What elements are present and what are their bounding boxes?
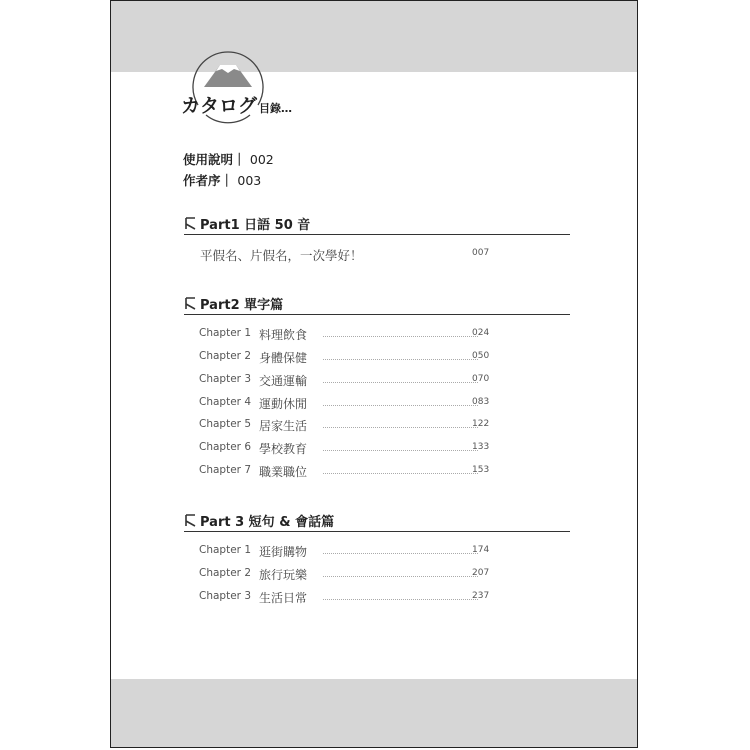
- toc-row-page: 083: [472, 397, 490, 407]
- leader-dots: [323, 576, 478, 577]
- toc-row-page: 237: [472, 591, 490, 601]
- toc-row-title: 旅行玩樂: [259, 568, 308, 582]
- toc-row-chapter: Chapter 4: [199, 396, 251, 408]
- bottom-gray-band: [111, 679, 637, 748]
- toc-row-chapter: Chapter 1: [199, 327, 251, 339]
- leader-dots: [323, 359, 478, 360]
- intro-page-number: 003: [237, 173, 262, 188]
- toc-row-title: 生活日常: [259, 591, 308, 605]
- toc-row: [199, 247, 490, 263]
- leader-dots: [323, 599, 478, 600]
- part-label: Part1 日語 50 音: [200, 218, 311, 233]
- toc-row-title: 平假名、片假名，一次學好！: [200, 248, 363, 263]
- toc-row-chapter: Chapter 6: [199, 441, 251, 453]
- leader-dots: [323, 450, 478, 451]
- part-heading: [184, 214, 570, 235]
- toc-row-title: 料理飲食: [259, 328, 308, 342]
- toc-row-title: 交通運輸: [259, 374, 308, 388]
- leader-dots: [323, 336, 478, 337]
- toc-row-page: 122: [472, 419, 490, 429]
- toc-row-chapter: Chapter 3: [199, 373, 251, 385]
- toc-row: [199, 567, 490, 583]
- book-page: [110, 0, 638, 748]
- toc-subtitle: 目錄…: [259, 102, 293, 115]
- part-marker-icon: [184, 297, 197, 310]
- part-label: Part 3 短句 & 會話篇: [200, 515, 335, 530]
- leader-dots: [323, 427, 478, 428]
- toc-row: [199, 373, 490, 389]
- toc-row: [199, 396, 490, 412]
- toc-row-title: 身體保健: [259, 351, 308, 365]
- toc-row-page: 024: [472, 328, 490, 338]
- toc-row-page: 174: [472, 545, 490, 555]
- toc-row: [199, 327, 490, 343]
- toc-row-page: 070: [472, 374, 490, 384]
- toc-row: [199, 590, 490, 606]
- leader-dots: [323, 382, 478, 383]
- part-heading: [184, 294, 570, 315]
- toc-title-text: カタログ: [181, 95, 258, 117]
- toc-row-chapter: Chapter 2: [199, 567, 251, 579]
- intro-label: 使用說明｜: [183, 152, 246, 167]
- leader-dots: [323, 405, 478, 406]
- leader-dots: [323, 553, 478, 554]
- toc-row: [199, 544, 490, 560]
- toc-row-chapter: Chapter 2: [199, 350, 251, 362]
- part-heading: [184, 511, 570, 532]
- toc-row: [199, 350, 490, 366]
- toc-row-title: 逛街購物: [259, 545, 308, 559]
- toc-row-title: 運動休閒: [259, 397, 308, 411]
- toc-row-page: 133: [472, 442, 490, 452]
- toc-row-page: 007: [472, 248, 490, 258]
- leader-dots: [323, 473, 478, 474]
- toc-row: [199, 418, 490, 434]
- part-marker-icon: [184, 217, 197, 230]
- intro-entry: [183, 171, 261, 189]
- toc-row: [199, 441, 490, 457]
- toc-row-title: 職業職位: [259, 465, 308, 479]
- toc-row-chapter: Chapter 7: [199, 464, 251, 476]
- part-marker-icon: [184, 514, 197, 527]
- intro-label: 作者序｜: [183, 173, 234, 188]
- intro-page-number: 002: [249, 152, 274, 167]
- toc-row-chapter: Chapter 3: [199, 590, 251, 602]
- toc-row-title: 學校教育: [259, 442, 308, 456]
- toc-title: [181, 91, 292, 118]
- part-label: Part2 單字篇: [200, 298, 284, 313]
- toc-row-title: 居家生活: [259, 419, 308, 433]
- toc-row-chapter: Chapter 5: [199, 418, 251, 430]
- toc-row-chapter: Chapter 1: [199, 544, 251, 556]
- toc-row-page: 207: [472, 568, 490, 578]
- toc-row-page: 050: [472, 351, 490, 361]
- intro-entry: [183, 150, 274, 168]
- toc-row-page: 153: [472, 465, 490, 475]
- toc-row: [199, 464, 490, 480]
